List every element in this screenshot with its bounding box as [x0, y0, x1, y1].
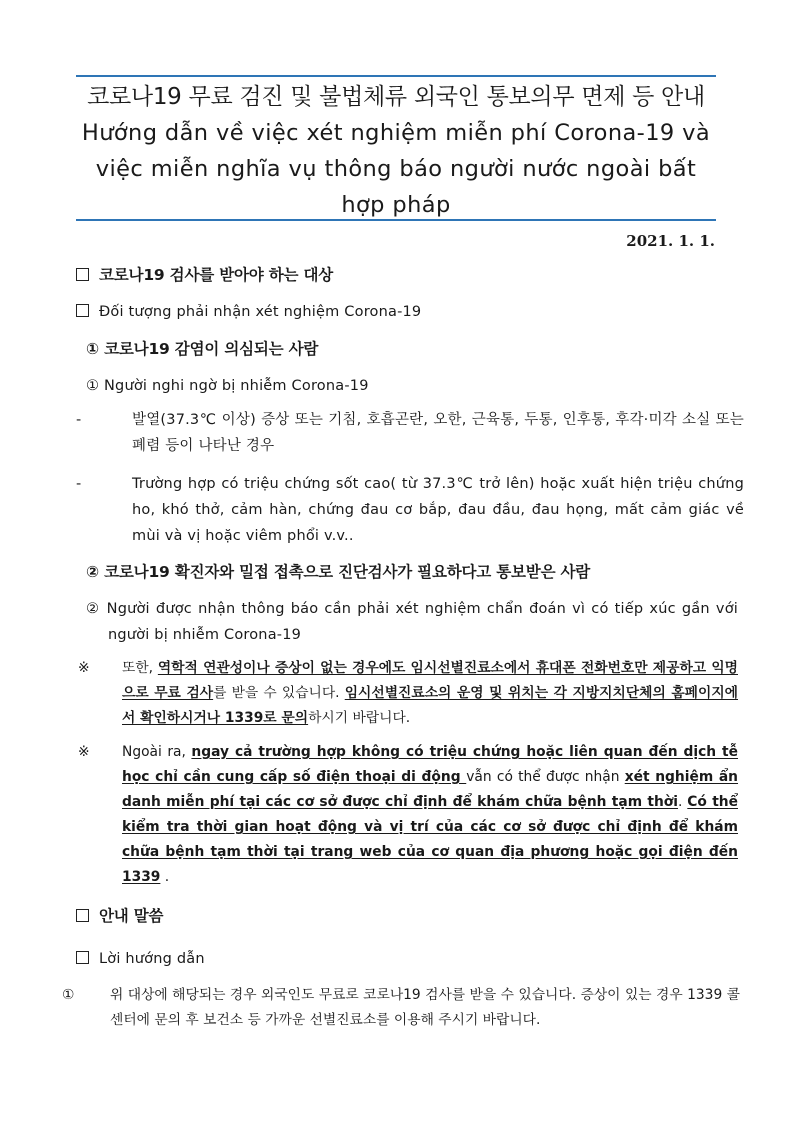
checkbox-square-icon — [76, 304, 89, 317]
item2-heading-ko: ② 코로나19 확진자와 밀접 접촉으로 진단검사가 필요하다고 통보받은 사람 — [86, 563, 591, 581]
item1-heading-ko: ① 코로나19 감염이 의심되는 사람 — [86, 340, 319, 358]
title-vietnamese: Hướng dẫn về việc xét nghiệm miễn phí Corona-19 và việc miễn nghĩa vụ thông báo người nước ngoài bất hợp pháp — [81, 120, 711, 218]
title-korean: 코로나19 무료 검진 및 불법체류 외국인 통보의무 면제 등 안내 — [87, 84, 705, 110]
checkbox-square-icon — [76, 268, 89, 281]
section2-heading-vi: Lời hướng dẫn — [76, 949, 205, 969]
title-top-rule — [76, 75, 716, 77]
item2-heading-vi: ② Người được nhận thông báo cần phải xét nghiệm chẩn đoán vì có tiếp xúc gần với người bị nhiễm Corona-19 — [86, 601, 738, 643]
item1-detail-vi: - Trường hợp có triệu chứng sốt cao( từ 37.3℃ trở lên) hoặc xuất hiện triệu chứng ho, khó thở, cảm hàn, chứng đau cơ bắp, đau đầu, đau họng, mất cảm giác về mùi và vị hoặc viêm phổi v.v.. — [76, 476, 744, 544]
item1-heading-vi: ① Người nghi ngờ bị nhiễm Corona-19 — [86, 378, 369, 394]
item2-note-vi: ※ Ngoài ra, ngay cả trường hợp không có triệu chứng hoặc liên quan đến dịch tễ học chỉ cần cung cấp số điện thoại di động vẫn có thể được nhận xét nghiệm ẩn danh miễn phí tại các cơ sở được chỉ định để khám chữa bệnh tạm thời. Có thể kiểm tra thời gian hoạt động và vị trí của các cơ sở được chỉ định để khám chữa bệnh tạm thời tại trang web của cơ quan địa phương hoặc gọi điện đến 1339 . — [78, 744, 739, 885]
section1-heading-vi: Đối tượng phải nhận xét nghiệm Corona-19 — [76, 302, 421, 322]
section2-heading-ko: 안내 말씀 — [76, 906, 163, 926]
title-bottom-rule — [76, 219, 716, 221]
title-block — [76, 79, 716, 223]
checkbox-square-icon — [76, 909, 89, 922]
checkbox-square-icon — [76, 951, 89, 964]
section1-heading-ko: 코로나19 검사를 받아야 하는 대상 — [76, 265, 333, 285]
section2-item1-ko: ① 위 대상에 해당되는 경우 외국인도 무료로 코로나19 검사를 받을 수 있습니다. 증상이 있는 경우 1339 콜센터에 문의 후 보건소 등 가까운 선별진료소를 이용해 주시기 바랍니다. — [62, 987, 740, 1028]
item1-detail-ko: - 발열(37.3℃ 이상) 증상 또는 기침, 호흡곤란, 오한, 근육통, 두통, 인후통, 후각·미각 소실 또는 폐렴 등이 나타난 경우 — [76, 412, 744, 454]
item2-note-ko: ※ 또한, 역학적 연관성이나 증상이 없는 경우에도 임시선별진료소에서 휴대폰 전화번호만 제공하고 익명으로 무료 검사를 받을 수 있습니다. 임시선별진료소의 운영 및 위치는 각 지방지치단체의 홈페이지에서 확인하시거나 1339로 문의하시기 바랍니다. — [78, 660, 738, 726]
document-date: 2021. 1. 1. — [626, 232, 715, 250]
